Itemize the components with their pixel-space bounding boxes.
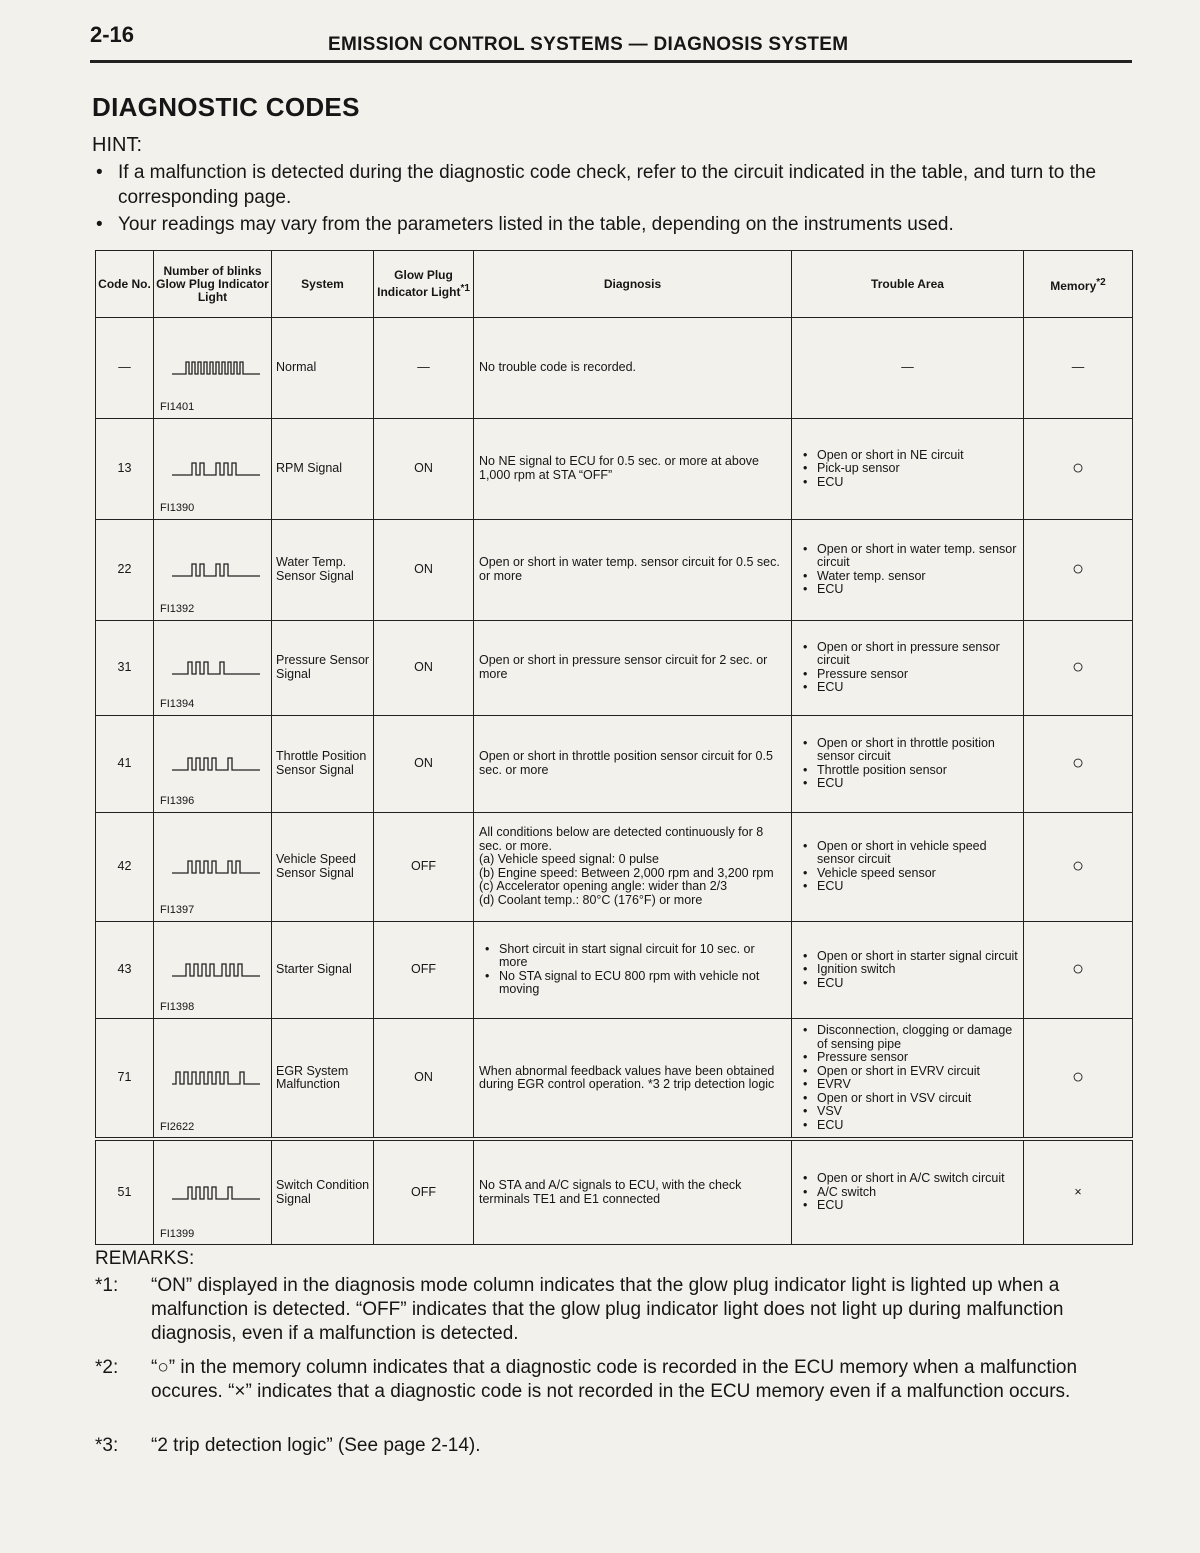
- system-cell: Switch Condition Signal: [272, 1139, 374, 1244]
- figure-id: FI1392: [160, 603, 195, 616]
- code-cell: 41: [96, 715, 154, 812]
- trouble-item: • Open or short in starter signal circuit: [801, 950, 1018, 964]
- blink-pattern-cell: [154, 921, 272, 1018]
- system-cell: EGR System Malfunction: [272, 1018, 374, 1139]
- remark-key: *3:: [95, 1435, 119, 1456]
- header-glow: Glow Plug Indicator Light$^{*1}$: [374, 251, 474, 318]
- table-row: [96, 715, 1133, 812]
- blink-pattern-cell: [154, 715, 272, 812]
- page-number: 2-16: [90, 22, 135, 47]
- trouble-item: • Ignition switch: [801, 963, 1018, 977]
- memory-cell: ○: [1024, 519, 1133, 620]
- header-system: System: [272, 251, 374, 318]
- memory-cell: ○: [1024, 812, 1133, 921]
- code-cell: 71: [96, 1018, 154, 1139]
- glow-cell: —: [374, 318, 474, 419]
- diagnosis-cell: Open or short in water temp. sensor circuit for 0.5 sec. or more: [474, 519, 792, 620]
- diagnosis-item: • Short circuit in start signal circuit for 10 sec. or more: [483, 943, 786, 970]
- table-header-row: [96, 251, 1133, 318]
- blink-waveform-icon: [172, 459, 262, 479]
- trouble-item: • Open or short in EVRV circuit: [801, 1065, 1018, 1079]
- memory-cell: ○: [1024, 715, 1133, 812]
- blink-waveform-icon: [172, 658, 262, 678]
- trouble-item: • ECU: [801, 777, 1018, 791]
- trouble-cell: [792, 1139, 1024, 1244]
- trouble-item: • ECU: [801, 880, 1018, 894]
- diagnosis-list: [479, 826, 786, 907]
- diagnostic-codes-table: [95, 250, 1133, 1245]
- remark-key: *1:: [95, 1275, 119, 1296]
- system-cell: Starter Signal: [272, 921, 374, 1018]
- trouble-item: • Open or short in water temp. sensor circuit: [801, 543, 1018, 570]
- diagnosis-intro: All conditions below are detected continuously for 8 sec. or more.: [479, 825, 764, 853]
- figure-id: FI1397: [160, 904, 195, 917]
- bullet-icon: •: [96, 162, 103, 183]
- blink-pattern-cell: [154, 812, 272, 921]
- figure-id: FI2622: [160, 1120, 195, 1133]
- trouble-cell: —: [792, 318, 1024, 419]
- diagnosis-condition: (c) Accelerator opening angle: wider than 2/3: [479, 879, 728, 894]
- system-cell: RPM Signal: [272, 418, 374, 519]
- figure-id: FI1399: [160, 1227, 195, 1240]
- system-cell: Vehicle Speed Sensor Signal: [272, 812, 374, 921]
- memory-cell: ○: [1024, 1018, 1133, 1139]
- blink-waveform-icon: [172, 960, 262, 980]
- diagnosis-item: • No STA signal to ECU 800 rpm with vehicle not moving: [483, 970, 786, 997]
- trouble-item: • Disconnection, clogging or damage of sensing pipe: [801, 1024, 1018, 1051]
- diagnosis-cell: [474, 921, 792, 1018]
- trouble-item: • A/C switch: [801, 1186, 1018, 1200]
- code-cell: 51: [96, 1139, 154, 1244]
- trouble-item: • Open or short in throttle position sensor circuit: [801, 737, 1018, 764]
- figure-id: FI1398: [160, 1001, 195, 1014]
- trouble-item: • Vehicle speed sensor: [801, 867, 1018, 881]
- memory-cell: —: [1024, 318, 1133, 419]
- diagnosis-cell: Open or short in pressure sensor circuit for 2 sec. or more: [474, 620, 792, 715]
- table-row: [96, 921, 1133, 1018]
- trouble-item: • Open or short in pressure sensor circuit: [801, 641, 1018, 668]
- diagnosis-cell: No NE signal to ECU for 0.5 sec. or more at above 1,000 rpm at STA “OFF”: [474, 418, 792, 519]
- trouble-item: • Pick-up sensor: [801, 462, 1018, 476]
- blink-waveform-icon: [172, 754, 262, 774]
- header-memory: Memory$^{*2}$: [1024, 251, 1133, 318]
- trouble-item: • VSV: [801, 1105, 1018, 1119]
- diagnosis-cell: No STA and A/C signals to ECU, with the check terminals TE1 and E1 connected: [474, 1139, 792, 1244]
- blink-pattern-cell: [154, 318, 272, 419]
- figure-id: FI1401: [160, 401, 195, 414]
- glow-cell: OFF: [374, 812, 474, 921]
- blink-pattern-cell: [154, 620, 272, 715]
- trouble-item: • ECU: [801, 1199, 1018, 1213]
- glow-cell: OFF: [374, 921, 474, 1018]
- glow-cell: OFF: [374, 1139, 474, 1244]
- blink-waveform-icon: [172, 560, 262, 580]
- trouble-item: • Open or short in VSV circuit: [801, 1092, 1018, 1106]
- header-code: Code No.: [96, 251, 154, 318]
- diagnosis-cell: No trouble code is recorded.: [474, 318, 792, 419]
- code-cell: 13: [96, 418, 154, 519]
- trouble-item: • Water temp. sensor: [801, 570, 1018, 584]
- trouble-cell: [792, 418, 1024, 519]
- code-cell: 22: [96, 519, 154, 620]
- code-cell: 42: [96, 812, 154, 921]
- trouble-item: • Throttle position sensor: [801, 764, 1018, 778]
- blink-waveform-icon: [172, 358, 262, 378]
- table-row: [96, 519, 1133, 620]
- trouble-item: • ECU: [801, 583, 1018, 597]
- trouble-cell: [792, 921, 1024, 1018]
- table-row: [96, 418, 1133, 519]
- trouble-item: • Pressure sensor: [801, 1051, 1018, 1065]
- table-row: [96, 620, 1133, 715]
- trouble-item: • Pressure sensor: [801, 668, 1018, 682]
- diagnosis-cell: When abnormal feedback values have been obtained during EGR control operation. *3 2 trip detection logic: [474, 1018, 792, 1139]
- trouble-item: • EVRV: [801, 1078, 1018, 1092]
- glow-cell: ON: [374, 519, 474, 620]
- trouble-cell: [792, 812, 1024, 921]
- diagnosis-condition: (d) Coolant temp.: 80°C (176°F) or more: [479, 892, 703, 907]
- code-cell: 31: [96, 620, 154, 715]
- remark-text: “ON” displayed in the diagnosis mode column indicates that the glow plug indicator light is lighted up when a malfunction is detected. “OFF” indicates that the glow plug indicator light does not light up during malfunction diagnosis, even if a malfunction is detected.: [151, 1275, 1064, 1344]
- system-cell: Throttle Position Sensor Signal: [272, 715, 374, 812]
- system-cell: Pressure Sensor Signal: [272, 620, 374, 715]
- trouble-item: • Open or short in vehicle speed sensor circuit: [801, 840, 1018, 867]
- glow-cell: ON: [374, 1018, 474, 1139]
- trouble-cell: [792, 519, 1024, 620]
- memory-cell: ○: [1024, 921, 1133, 1018]
- header-rule: [90, 60, 1132, 63]
- trouble-item: • ECU: [801, 1119, 1018, 1133]
- table-row: [96, 1139, 1133, 1244]
- header-blinks: Number of blinks Glow Plug Indicator Light: [154, 251, 272, 318]
- header-diagnosis: Diagnosis: [474, 251, 792, 318]
- code-cell: 43: [96, 921, 154, 1018]
- bullet-icon: •: [96, 214, 103, 235]
- blink-pattern-cell: [154, 418, 272, 519]
- memory-cell: ○: [1024, 418, 1133, 519]
- blink-waveform-icon: [172, 1183, 262, 1203]
- section-title: DIAGNOSTIC CODES: [92, 92, 360, 122]
- diagnosis-cell: Open or short in throttle position sensor circuit for 0.5 sec. or more: [474, 715, 792, 812]
- code-cell: —: [96, 318, 154, 419]
- trouble-item: • Open or short in NE circuit: [801, 449, 1018, 463]
- running-title: EMISSION CONTROL SYSTEMS — DIAGNOSIS SYSTEM: [328, 34, 849, 55]
- remark-text: “2 trip detection logic” (See page 2-14).: [151, 1435, 481, 1456]
- trouble-item: • Open or short in A/C switch circuit: [801, 1172, 1018, 1186]
- figure-id: FI1394: [160, 698, 195, 711]
- trouble-cell: [792, 1018, 1024, 1139]
- trouble-item: • ECU: [801, 476, 1018, 490]
- manual-page: 2-16 EMISSION CONTROL SYSTEMS — DIAGNOSIS SYSTEM DIAGNOSTIC CODES HINT: • If a malfunction is detected during the diagnostic code check, refer to the circuit indicated in the table, and turn to the corresponding page. • Your readings may vary from the parameters listed in the table, depending on the instruments used. Code No. Number of blinks Glow Plug Indicator Light System Glow Plug Indicator Light$^{*1}$ Diagnosis Trouble Area Memory$^{*2}$ — FI1401 Normal — No trouble code is recorded. — — 13 FI1390 RPM Signal ON No NE signal to ECU for 0.5 sec. or more at above 1,000 rpm at STA “OFF” • Open or short in NE circuit • Pick-up sensor • ECU ○ 22 FI1392 Water Temp. Sensor Signal ON Open or short in water temp. sensor circuit for 0.5 sec. or more • Open or short in water temp. sensor circuit • Water temp. sensor • ECU ○ 31 FI1394 Pressure Sensor Signal ON Open or short in pressure sensor circuit for 2 sec. or more • Open or short in pressure sensor circuit • Pressure sensor • ECU ○ 41 FI1396 Throttle Position Sensor Signal ON Open or short in throttle position sensor circuit for 0.5 sec. or more • Open or short in throttle position sensor circuit • Throttle position sensor • ECU ○ 42 FI1397 Vehicle Speed Sensor Signal OFF All conditions below are detected continuously for 8 sec. or more. (a) Vehicle speed signal: 0 pulse (b) Engine speed: Between 2,000 rpm and 3,200 rpm (c) Accelerator opening angle: wider than 2/3 (d) Coolant temp.: 80°C (176°F) or more • Open or short in vehicle speed sensor circuit • Vehicle speed sensor • ECU ○ 43 FI1398 Starter Signal OFF • Short circuit in start signal circuit for 10 sec. or more • No STA signal to ECU 800 rpm with vehicle not moving • Open or short in starter signal circuit • Ignition switch • ECU ○ 71 FI2622 EGR System Malfunction ON When abnormal feedback values have been obtained during EGR control operation. *3 2 trip detection logic • Disconnection, clogging or damage of sensing pipe • Pressure sensor • Open or short in EVRV circuit • EVRV • Open or short in VSV circuit • VSV • ECU ○ 51 FI1399 Switch Condition Signal OFF No STA and A/C signals to ECU, with the check terminals TE1 and E1 connected • Open or short in A/C switch circuit • A/C switch • ECU × REMARKS: *1: “ON” displayed in the diagnosis mode column indicates that the glow plug indicator light is lighted up when a malfunction is detected. “OFF” indicates that the glow plug indicator light does not light up during malfunction diagnosis, even if a malfunction is detected. *2: “○” in the memory column indicates that a diagnostic code is recorded in the ECU memory when a malfunction occures. “×” indicates that a diagnostic code is not recorded in the ECU memory even if a malfunction occurs. *3: “2 trip detection logic” (See page 2-14).: [0, 0, 1200, 1553]
- blink-waveform-icon: [172, 1068, 262, 1088]
- remark-key: *2:: [95, 1357, 119, 1378]
- blink-pattern-cell: [154, 1139, 272, 1244]
- glow-cell: ON: [374, 418, 474, 519]
- header-trouble: Trouble Area: [792, 251, 1024, 318]
- trouble-item: • ECU: [801, 681, 1018, 695]
- trouble-cell: [792, 620, 1024, 715]
- remarks-label: REMARKS:: [95, 1248, 195, 1269]
- memory-cell: ○: [1024, 620, 1133, 715]
- glow-cell: ON: [374, 715, 474, 812]
- remark-text: “○” in the memory column indicates that a diagnostic code is recorded in the ECU memory when a malfunction occures. “×” indicates that a diagnostic code is not recorded in the ECU memory even if a malfunction occurs.: [151, 1357, 1078, 1402]
- blink-pattern-cell: [154, 519, 272, 620]
- figure-id: FI1390: [160, 502, 195, 515]
- system-cell: Normal: [272, 318, 374, 419]
- diagnosis-condition: (b) Engine speed: Between 2,000 rpm and 3,200 rpm: [479, 865, 774, 880]
- glow-cell: ON: [374, 620, 474, 715]
- trouble-item: • ECU: [801, 977, 1018, 991]
- diagnosis-condition: (a) Vehicle speed signal: 0 pulse: [479, 852, 659, 867]
- table-row: [96, 812, 1133, 921]
- table-row: [96, 318, 1133, 419]
- diagnosis-cell: [474, 812, 792, 921]
- trouble-cell: [792, 715, 1024, 812]
- blink-waveform-icon: [172, 857, 262, 877]
- system-cell: Water Temp. Sensor Signal: [272, 519, 374, 620]
- blink-pattern-cell: [154, 1018, 272, 1139]
- hint-label: HINT:: [92, 134, 142, 156]
- memory-cell: ×: [1024, 1139, 1133, 1244]
- table-row: [96, 1018, 1133, 1139]
- figure-id: FI1396: [160, 795, 195, 808]
